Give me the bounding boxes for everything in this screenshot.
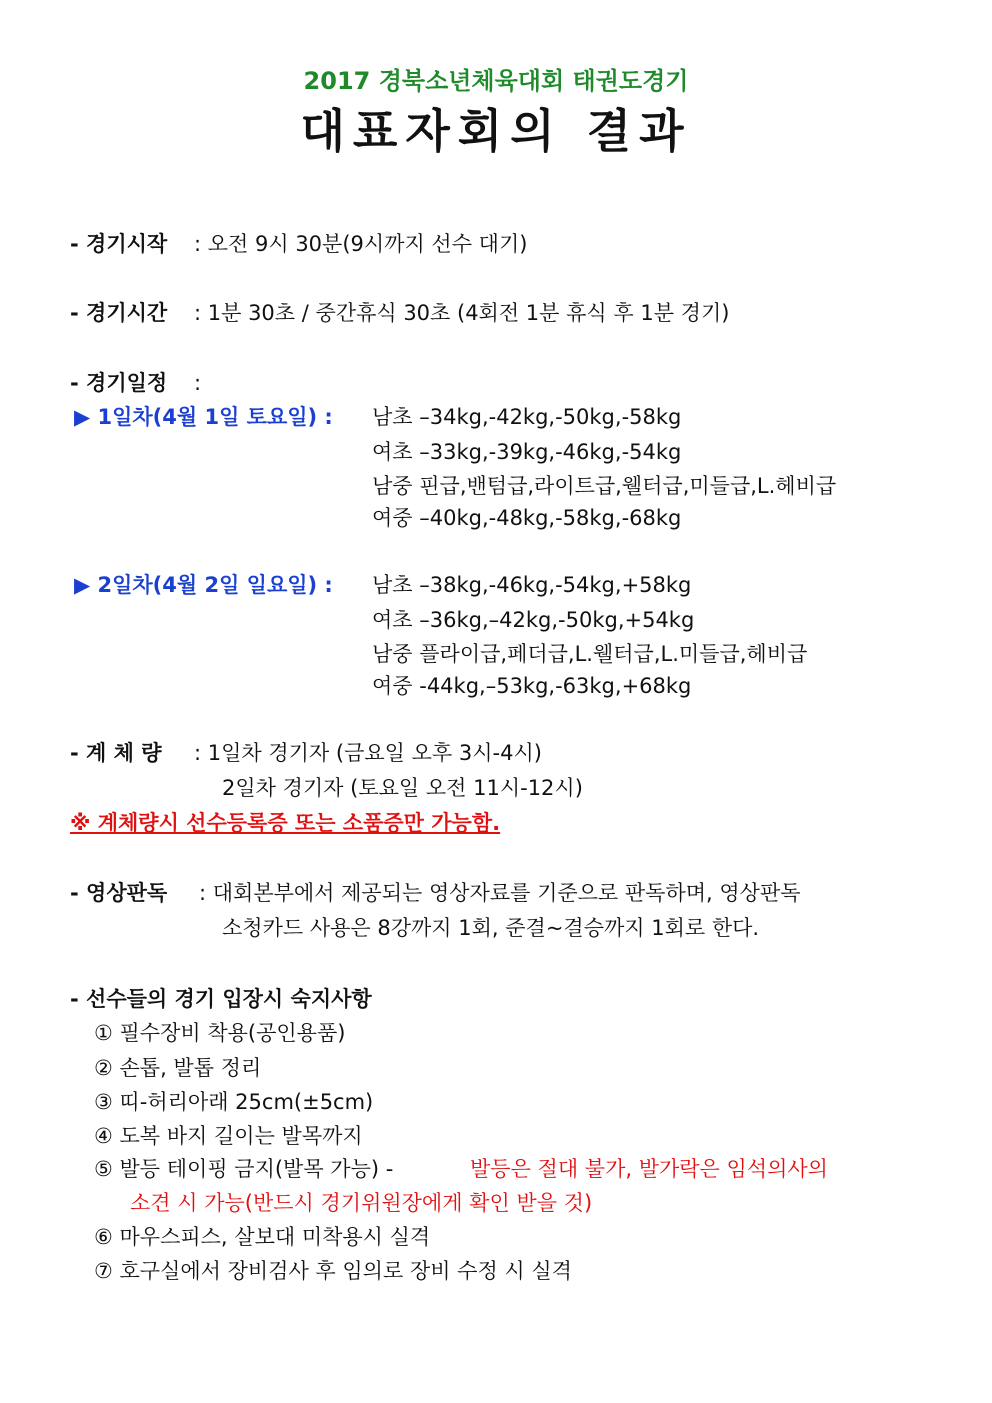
start-text: : 오전 9시 30분(9시까지 선수 대기)	[194, 232, 528, 256]
rules-label: - 선수들의 경기 입장시 숙지사항	[70, 987, 372, 1011]
day2-line: 남초 –38kg,-46kg,-54kg,+58kg	[372, 573, 692, 597]
weighin-notice: ※ 계체량시 선수등록증 또는 소품증만 가능함.	[70, 811, 501, 835]
rule-item: ⑥ 마우스피스, 살보대 미착용시 실격	[94, 1225, 431, 1249]
day2-line: 여초 –36kg,–42kg,-50kg,+54kg	[372, 608, 695, 632]
rule-item: ① 필수장비 착용(공인용품)	[94, 1021, 346, 1045]
weighin-line1: : 1일차 경기자 (금요일 오후 3시-4시)	[194, 741, 542, 765]
day1-line: 남중 핀급,밴텀급,라이트급,웰터급,미들급,L.헤비급	[372, 474, 837, 498]
rule-item: ② 손톱, 발톱 정리	[94, 1056, 262, 1080]
weighin-line2: 2일차 경기자 (토요일 오전 11시-12시)	[222, 776, 583, 800]
day2-heading: ▶ 2일차(4월 2일 일요일) :	[74, 573, 333, 597]
schedule-label: - 경기일정	[70, 371, 168, 395]
duration-label: - 경기시간	[70, 301, 168, 325]
day1-line: 여초 –33kg,-39kg,-46kg,-54kg	[372, 440, 682, 464]
document-subtitle: 2017 경북소년체육대회 태권도경기	[303, 67, 689, 95]
day2-line: 여중 -44kg,–53kg,-63kg,+68kg	[372, 674, 692, 698]
day1-heading: ▶ 1일차(4월 1일 토요일) :	[74, 405, 333, 429]
video-line1: : 대회본부에서 제공되는 영상자료를 기준으로 판독하며, 영상판독	[199, 881, 801, 905]
rule-item: ③ 띠-허리아래 25cm(±5cm)	[94, 1090, 374, 1114]
weighin-label: - 계 체 량	[70, 741, 162, 765]
rule-item: ⑦ 호구실에서 장비검사 후 임의로 장비 수정 시 실격	[94, 1259, 572, 1283]
video-line2: 소청카드 사용은 8강까지 1회, 준결~결승까지 1회로 한다.	[222, 916, 760, 940]
day2-line: 남중 플라이급,페더급,L.웰터급,L.미들급,헤비급	[372, 642, 808, 666]
schedule-colon: :	[194, 371, 202, 395]
day1-line: 남초 –34kg,-42kg,-50kg,-58kg	[372, 405, 682, 429]
document-title: 대표자회의 결과	[300, 104, 692, 158]
rule-item-5-warning: 발등은 절대 불가, 발가락은 임석의사의	[470, 1157, 828, 1181]
rule-item-5-warning-cont: 소견 시 가능(반드시 경기위원장에게 확인 받을 것)	[130, 1191, 593, 1215]
duration-text: : 1분 30초 / 중간휴식 30초 (4회전 1분 휴식 후 1분 경기)	[194, 301, 730, 325]
rule-item: ④ 도복 바지 길이는 발목까지	[94, 1124, 363, 1148]
start-label: - 경기시작	[70, 232, 168, 256]
rule-item: ⑤ 발등 테이핑 금지(발목 가능) -	[94, 1157, 394, 1181]
video-label: - 영상판독	[70, 881, 168, 905]
day1-line: 여중 –40kg,-48kg,-58kg,-68kg	[372, 506, 682, 530]
